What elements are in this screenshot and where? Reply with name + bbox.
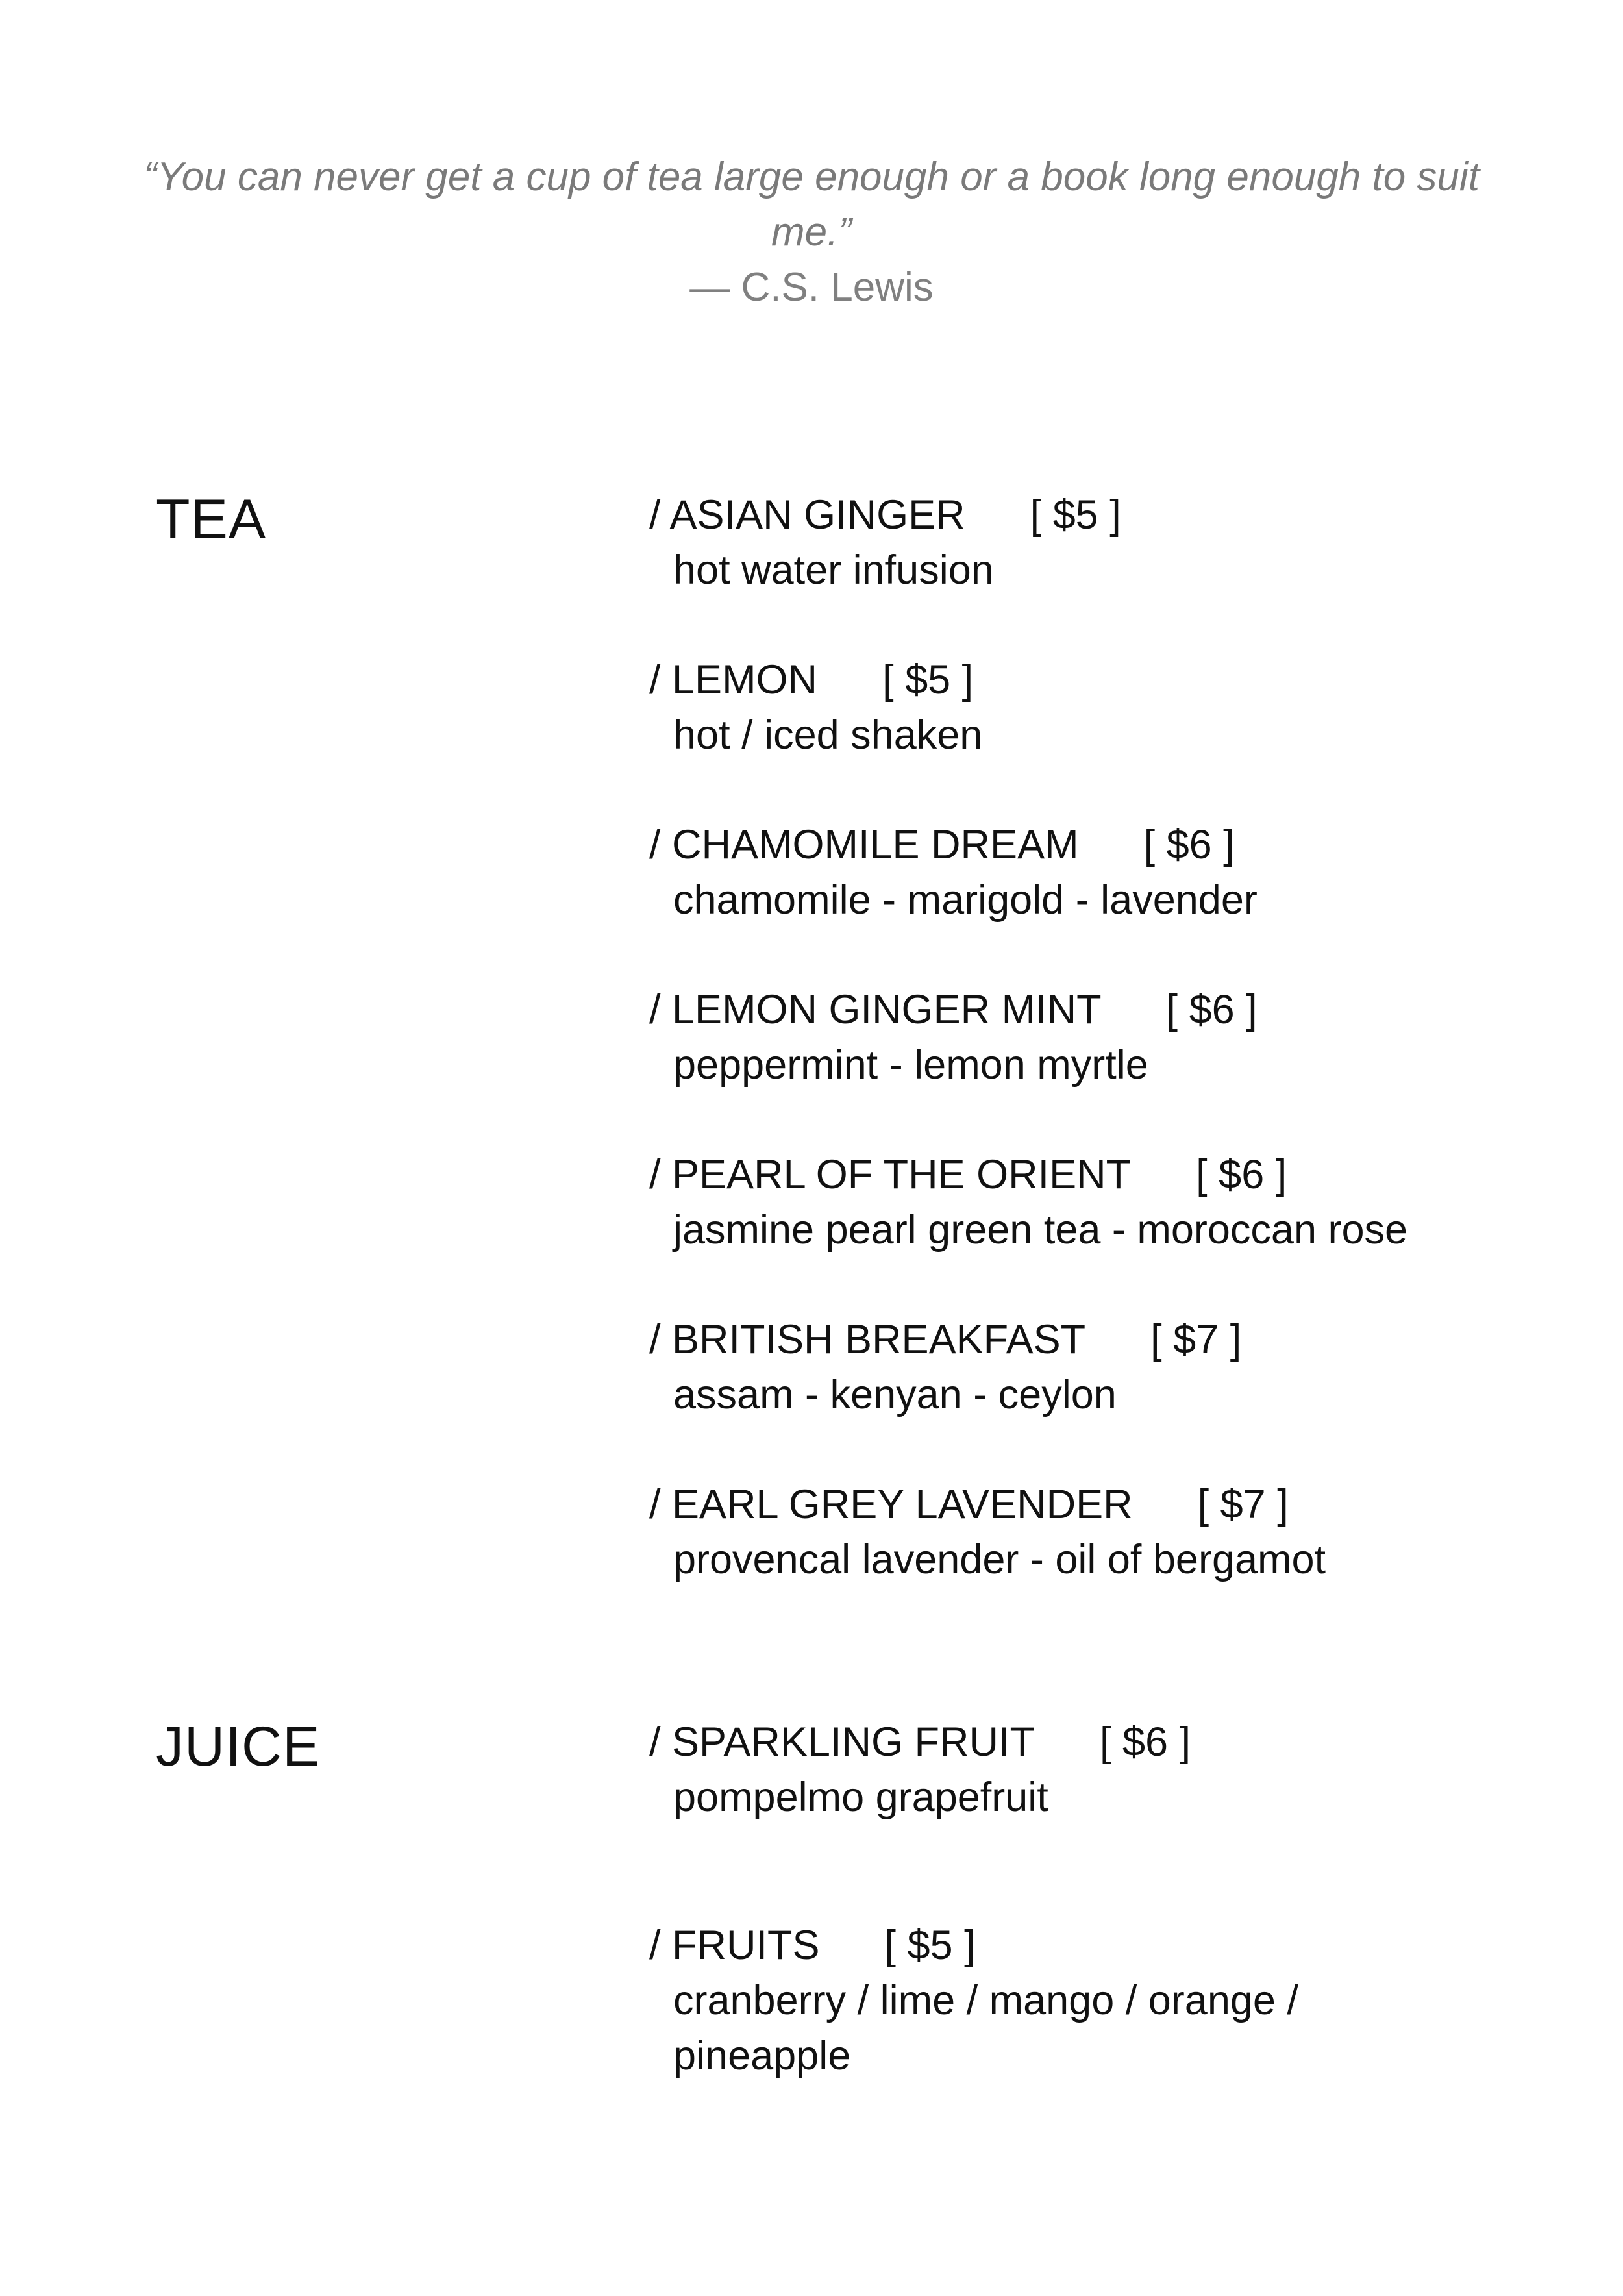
quote-author: — C.S. Lewis (689, 265, 934, 310)
menu-item-price: [ $7 ] (1150, 1317, 1241, 1362)
menu-item-header (649, 1714, 1558, 1770)
menu-item-description: jasmine pearl green tea - moroccan rose (673, 1207, 1408, 1253)
quote-block (130, 149, 1493, 315)
menu-item (649, 1147, 1558, 1312)
menu-item (649, 1312, 1558, 1477)
menu-item-description: peppermint - lemon myrtle (673, 1042, 1148, 1088)
menu-item-name: / FRUITS (649, 1923, 820, 1968)
menu-item-description: provencal lavender - oil of bergamot (673, 1537, 1326, 1582)
menu-item (649, 1714, 1558, 1917)
menu-item (649, 1917, 1558, 2084)
menu-item-price: [ $6 ] (1144, 822, 1235, 867)
menu-item-name: / LEMON GINGER MINT (649, 987, 1102, 1032)
menu-item-header (649, 1312, 1558, 1367)
menu-item-price: [ $5 ] (885, 1923, 976, 1968)
menu-item-price: [ $6 ] (1167, 987, 1258, 1032)
menu-item-header (649, 652, 1558, 708)
juice-item-list (649, 1714, 1558, 2084)
menu-item-header (649, 1477, 1558, 1532)
menu-item-name: / BRITISH BREAKFAST (649, 1317, 1085, 1362)
menu-item-price: [ $6 ] (1196, 1152, 1287, 1197)
menu-item (649, 652, 1558, 817)
section-title-juice: JUICE (156, 1716, 321, 1778)
menu-item (649, 487, 1558, 652)
menu-item-name: / LEMON (649, 657, 817, 703)
menu-item-name: / SPARKLING FRUIT (649, 1719, 1035, 1765)
menu-item-header (649, 487, 1558, 543)
menu-item-price: [ $5 ] (1030, 492, 1121, 538)
quote-text: “You can never get a cup of tea large enough or a book long enough to suit me.” (143, 155, 1480, 255)
menu-item-name: / PEARL OF THE ORIENT (649, 1152, 1131, 1197)
menu-item-description: assam - kenyan - ceylon (673, 1372, 1117, 1417)
section-title-tea: TEA (156, 488, 267, 551)
menu-item (649, 982, 1558, 1147)
menu-item-header (649, 817, 1558, 873)
menu-item-description: chamomile - marigold - lavender (673, 877, 1258, 923)
menu-item (649, 1477, 1558, 1641)
tea-item-list (649, 487, 1558, 1641)
menu-item-description: hot water infusion (673, 547, 994, 593)
menu-item-header (649, 982, 1558, 1038)
menu-item-price: [ $6 ] (1100, 1719, 1191, 1765)
menu-item-header (649, 1147, 1558, 1203)
menu-item-name: / CHAMOMILE DREAM (649, 822, 1079, 867)
menu-item-header (649, 1917, 1558, 1973)
menu-item-name: / EARL GREY LAVENDER (649, 1482, 1133, 1527)
menu-item-description: cranberry / lime / mango / orange / pineapple (673, 1978, 1298, 2078)
menu-item (649, 817, 1558, 982)
menu-item-description: pompelmo grapefruit (673, 1775, 1048, 1820)
menu-item-price: [ $5 ] (882, 657, 973, 703)
menu-item-name: / ASIAN GINGER (649, 492, 965, 538)
menu-item-description: hot / iced shaken (673, 712, 983, 758)
menu-item-price: [ $7 ] (1198, 1482, 1289, 1527)
